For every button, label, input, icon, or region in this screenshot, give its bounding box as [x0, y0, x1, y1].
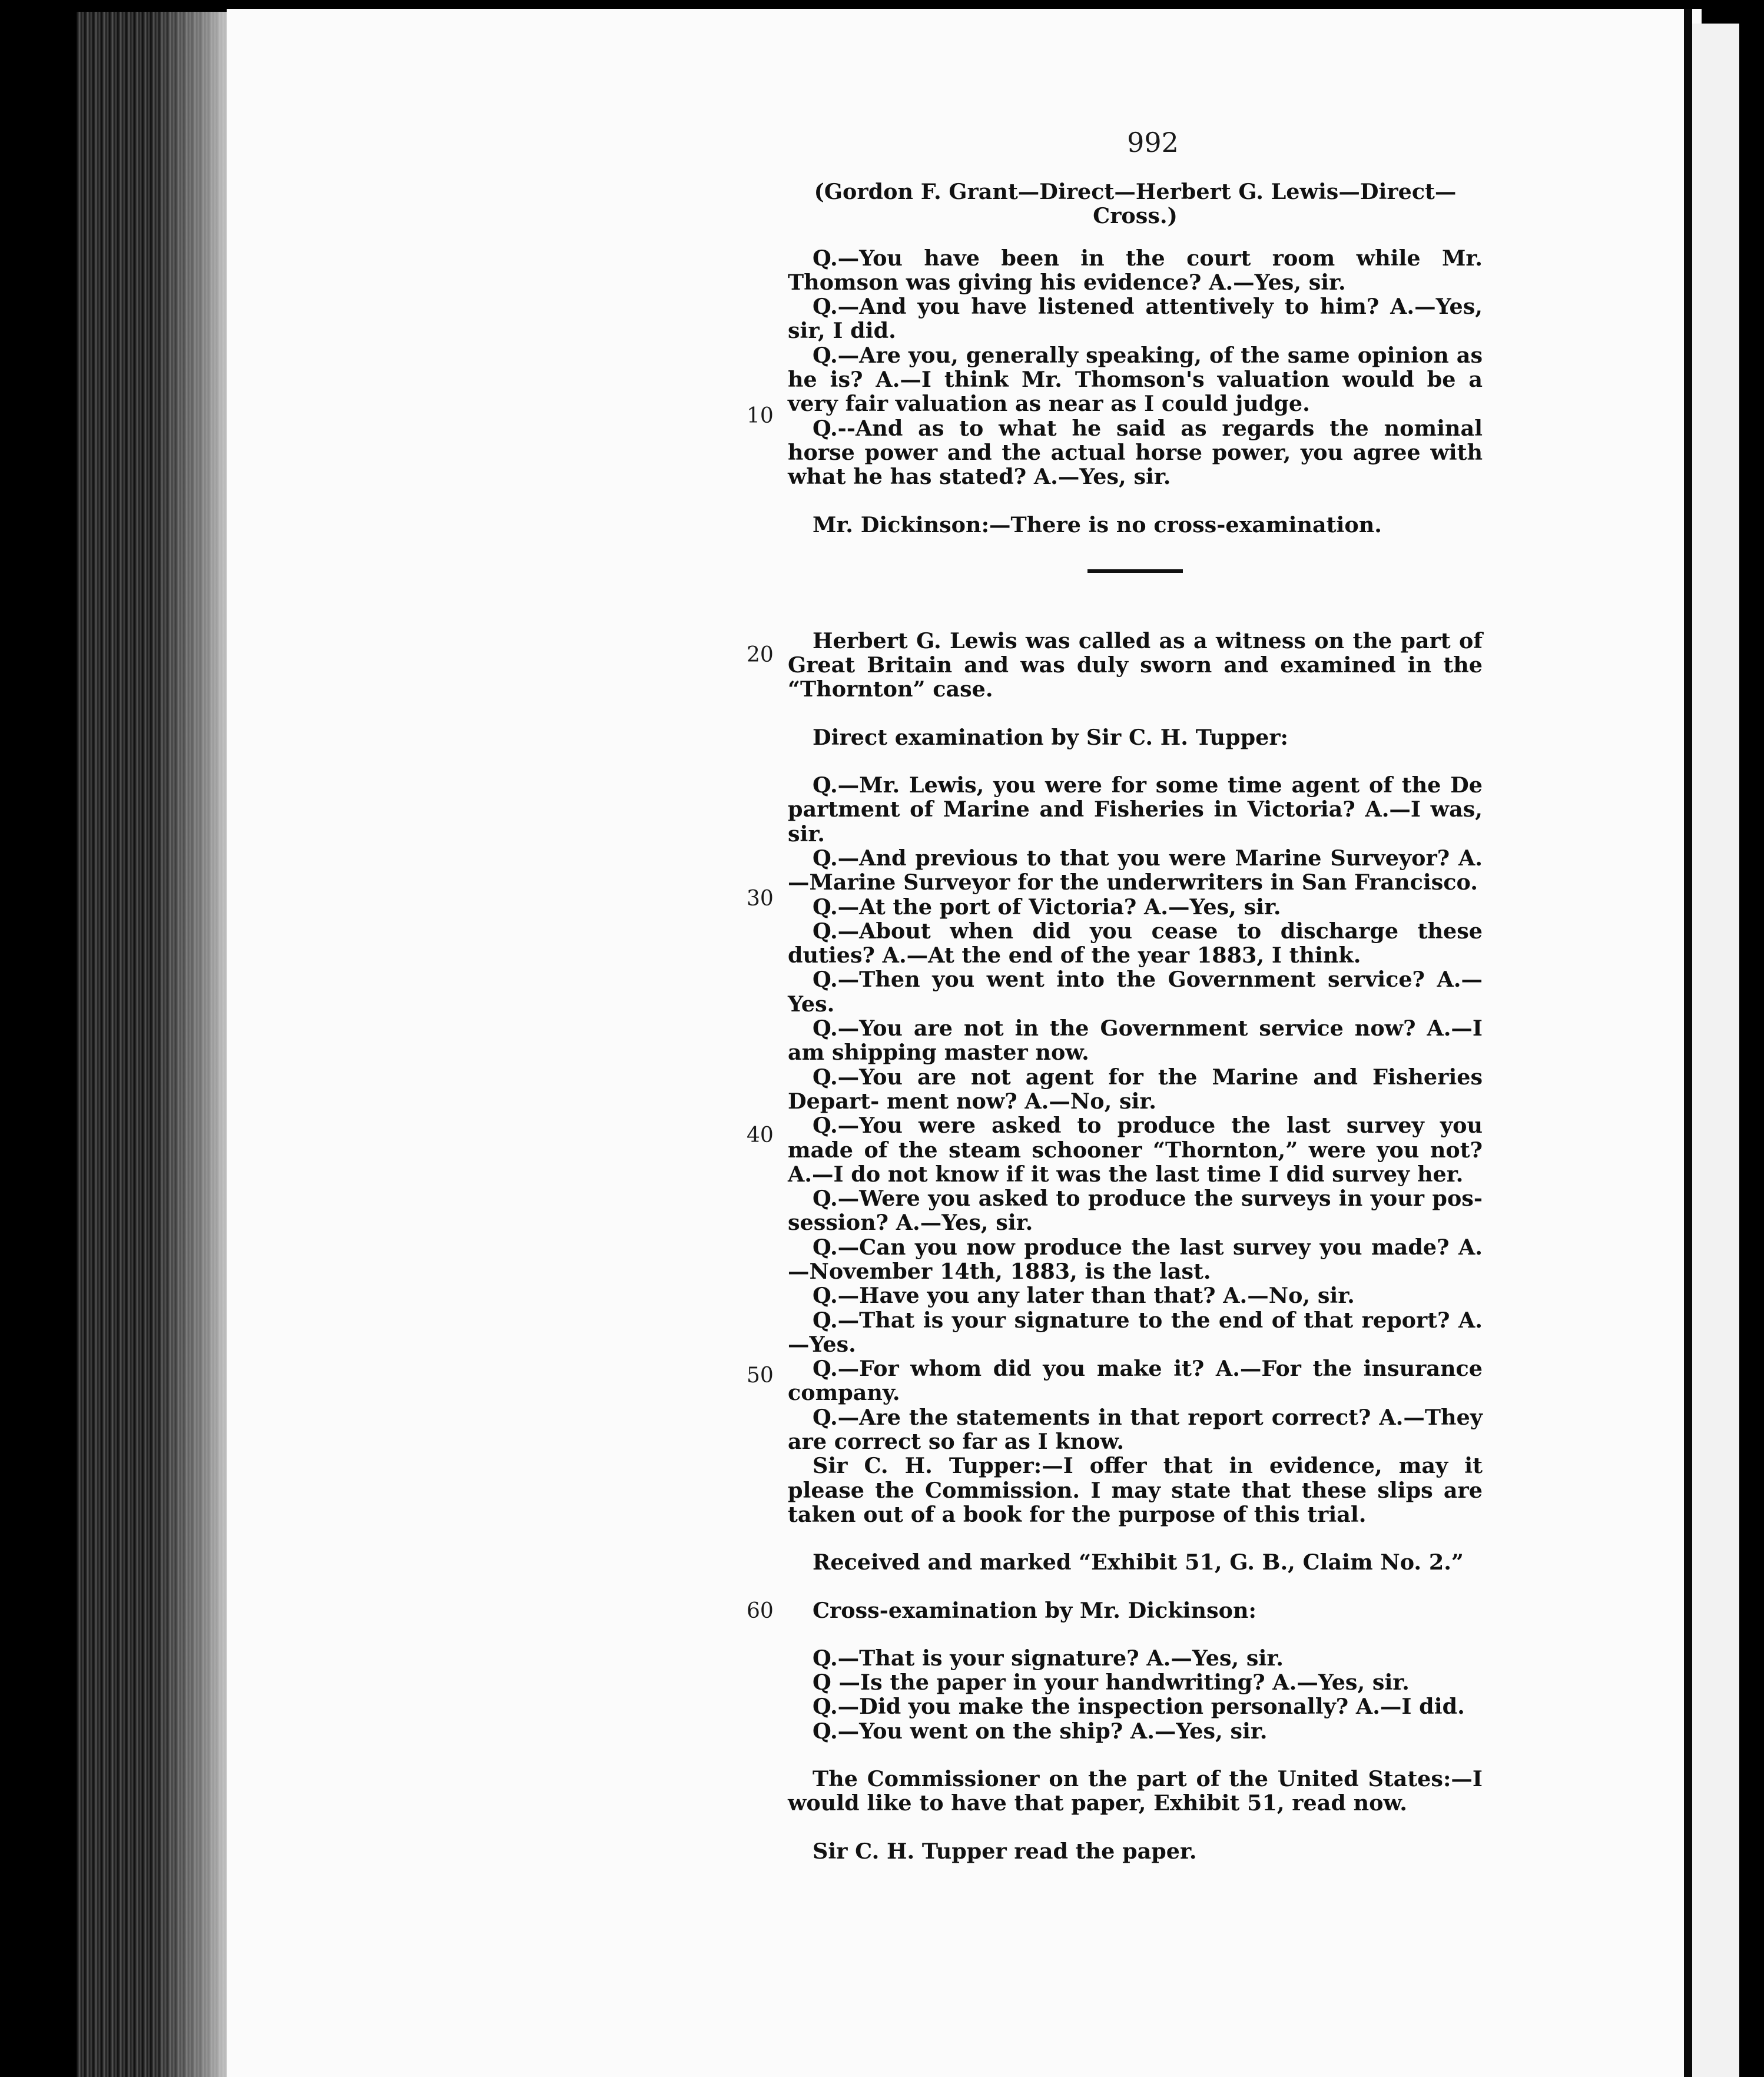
paragraph: Q.—That is your signature? A.—Yes, sir.: [813, 1645, 1284, 1671]
paragraph: Sir C. H. Tupper:—I offer that in evidence, may it please the Commission. I may state that these slips are taken out of a book for the purpose of this trial.: [788, 1453, 1483, 1527]
paragraph: Q.—Did you make the inspection personally? A.—I did.: [813, 1694, 1465, 1720]
section-heading: Cross-examination by Mr. Dickinson:: [813, 1597, 1256, 1623]
paragraph: Mr. Dickinson:—There is no cross-examination.: [813, 512, 1382, 538]
paragraph: Q.—At the port of Victoria? A.—Yes, sir.: [813, 894, 1281, 920]
paragraph: Q.—You were asked to produce the last survey you made of the steam schooner “Thornton,” were you not? A.—I do not know if it was the last time I did survey her.: [788, 1113, 1483, 1187]
paragraph: Q.—Have you any later than that? A.—No, sir.: [813, 1283, 1355, 1309]
paragraph: Q.—You went on the ship? A.—Yes, sir.: [813, 1718, 1268, 1744]
paragraph: Q.—That is your signature to the end of that report? A.—Yes.: [788, 1307, 1483, 1357]
page-number: 992: [1127, 127, 1179, 158]
paragraph: Q.—For whom did you make it? A.—For the insurance company.: [788, 1356, 1483, 1406]
line-number: 40: [747, 1123, 774, 1147]
line-number: 30: [747, 887, 774, 911]
paragraph: Q.—About when did you cease to discharge these duties? A.—At the end of the year 1883, I think.: [788, 918, 1483, 968]
line-number: 50: [747, 1363, 774, 1388]
paragraph: Q.—Can you now produce the last survey you made? A.—November 14th, 1883, is the last.: [788, 1234, 1483, 1284]
facing-page-edge: [1692, 24, 1739, 2077]
paragraph: The Commissioner on the part of the United States:—I would like to have that paper, Exhibit 51, read now.: [788, 1766, 1483, 1816]
paragraph: Q.—You have been in the court room while Mr. Thomson was giving his evidence? A.—Yes, sir.: [788, 245, 1483, 295]
paragraph: Q.—You are not agent for the Marine and Fisheries Depart- ment now? A.—No, sir.: [788, 1064, 1483, 1114]
section-heading: Direct examination by Sir C. H. Tupper:: [813, 724, 1289, 750]
page-edge-shading: [153, 12, 236, 2077]
paragraph: Sir C. H. Tupper read the paper.: [813, 1838, 1197, 1864]
section-divider: [1087, 569, 1183, 573]
paragraph: Q.—And previous to that you were Marine Surveyor? A.—Marine Surveyor for the underwriters in San Francisco.: [788, 845, 1483, 895]
paragraph: Q.—Are the statements in that report correct? A.—They are correct so far as I know.: [788, 1404, 1483, 1455]
paragraph: Q.—Mr. Lewis, you were for some time agent of the De partment of Marine and Fisheries in Victoria? A.—I was, sir.: [788, 772, 1483, 847]
scan-border: [1739, 0, 1764, 2077]
paragraph: Q.—And you have listened attentively to him? A.—Yes, sir, I did.: [788, 294, 1483, 344]
paragraph: Q.—Are you, generally speaking, of the same opinion as he is? A.—I think Mr. Thomson's valuation would be a very fair valuation as near as I could judge.: [788, 342, 1483, 417]
paragraph: Herbert G. Lewis was called as a witness on the part of Great Britain and was duly sworn and examined in the “Thornton” case.: [788, 628, 1483, 702]
paragraph: Q —Is the paper in your handwriting? A.—Yes, sir.: [813, 1670, 1410, 1696]
page-gutter: [1684, 9, 1692, 2077]
line-number: 60: [747, 1599, 774, 1623]
paragraph: Q.—Then you went into the Government service? A.—Yes.: [788, 967, 1483, 1017]
line-number: 10: [747, 404, 774, 428]
running-header: (Gordon F. Grant—Direct—Herbert G. Lewis—Direct—Cross.): [814, 179, 1457, 229]
paragraph: Q.—You are not in the Government service now? A.—I am shipping master now.: [788, 1016, 1483, 1066]
paragraph: Q.—Were you asked to produce the surveys in your pos- session? A.—Yes, sir.: [788, 1186, 1483, 1236]
line-number: 20: [747, 643, 774, 667]
paragraph: Received and marked “Exhibit 51, G. B., Claim No. 2.”: [813, 1550, 1464, 1575]
paragraph: Q.--And as to what he said as regards the nominal horse power and the actual horse power, you agree with what he has stated? A.—Yes, sir.: [788, 415, 1483, 490]
document-text: [788, 180, 1483, 1863]
